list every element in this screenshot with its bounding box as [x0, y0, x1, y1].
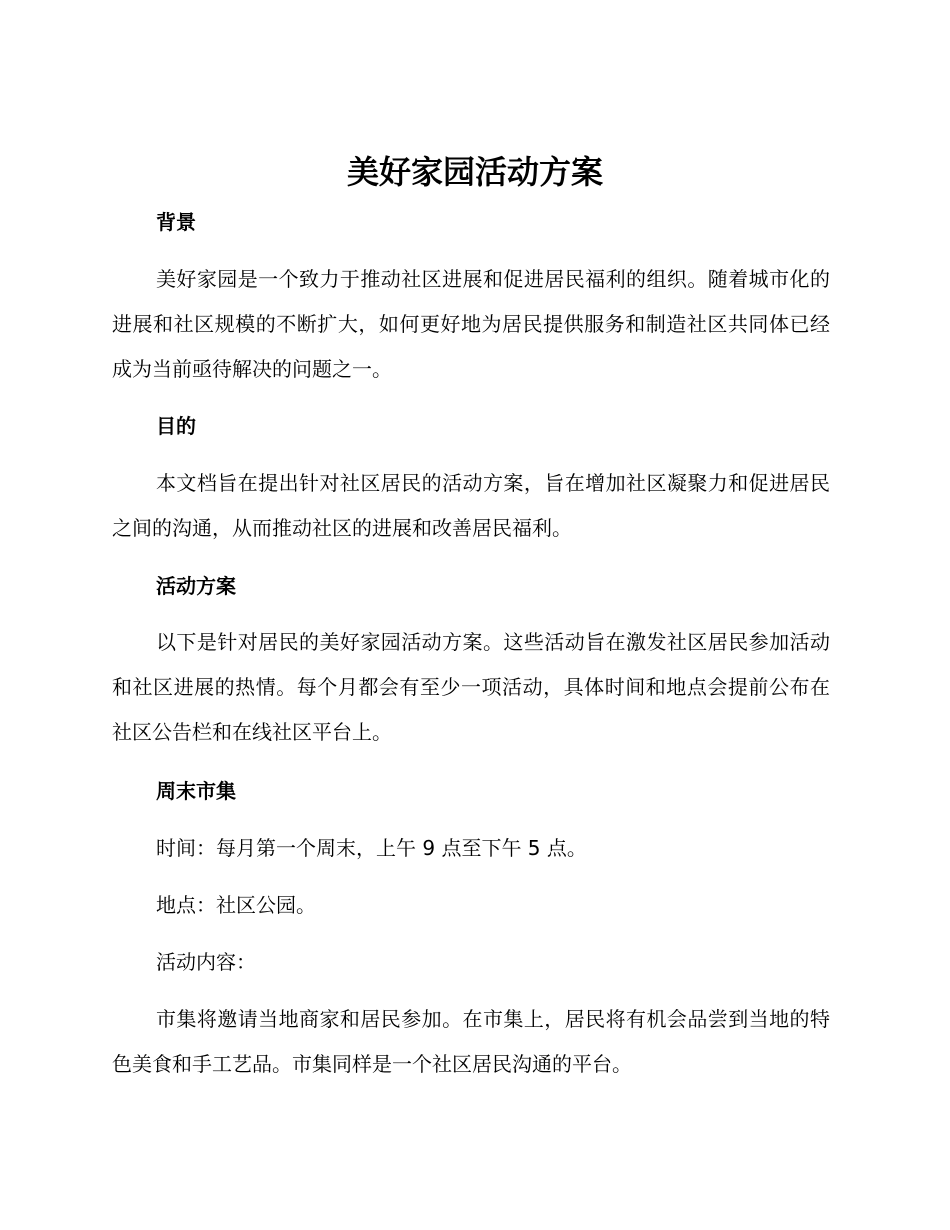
- section-heading-market: 周末市集: [156, 779, 236, 803]
- section-heading-background: 背景: [156, 210, 196, 234]
- document-title: 美好家园活动方案: [346, 153, 603, 191]
- market-time: 时间：每月第一个周末，上午 9 点至下午 5 点。: [156, 836, 587, 860]
- paragraph-purpose: 本文档旨在提出针对社区居民的活动方案，旨在增加社区凝聚力和促进居民之间的沟通，从而推动社区的进展和改善居民福利。: [112, 471, 830, 540]
- paragraph-market: 市集将邀请当地商家和居民参加。在市集上，居民将有机会品尝到当地的特色美食和手工艺品。市集同样是一个社区居民沟通的平台。: [112, 1007, 830, 1076]
- market-content-label: 活动内容：: [156, 950, 256, 974]
- paragraph-background: 美好家园是一个致力于推动社区进展和促进居民福利的组织。随着城市化的进展和社区规模的不断扩大，如何更好地为居民提供服务和制造社区共同体已经成为当前亟待解决的问题之一。: [112, 267, 830, 381]
- section-heading-purpose: 目的: [156, 414, 196, 438]
- paragraph-plan: 以下是针对居民的美好家园活动方案。这些活动旨在激发社区居民参加活动和社区进展的热情。每个月都会有至少一项活动，具体时间和地点会提前公布在社区公告栏和在线社区平台上。: [112, 630, 830, 744]
- section-heading-plan: 活动方案: [156, 574, 236, 598]
- market-location: 地点：社区公园。: [156, 893, 316, 917]
